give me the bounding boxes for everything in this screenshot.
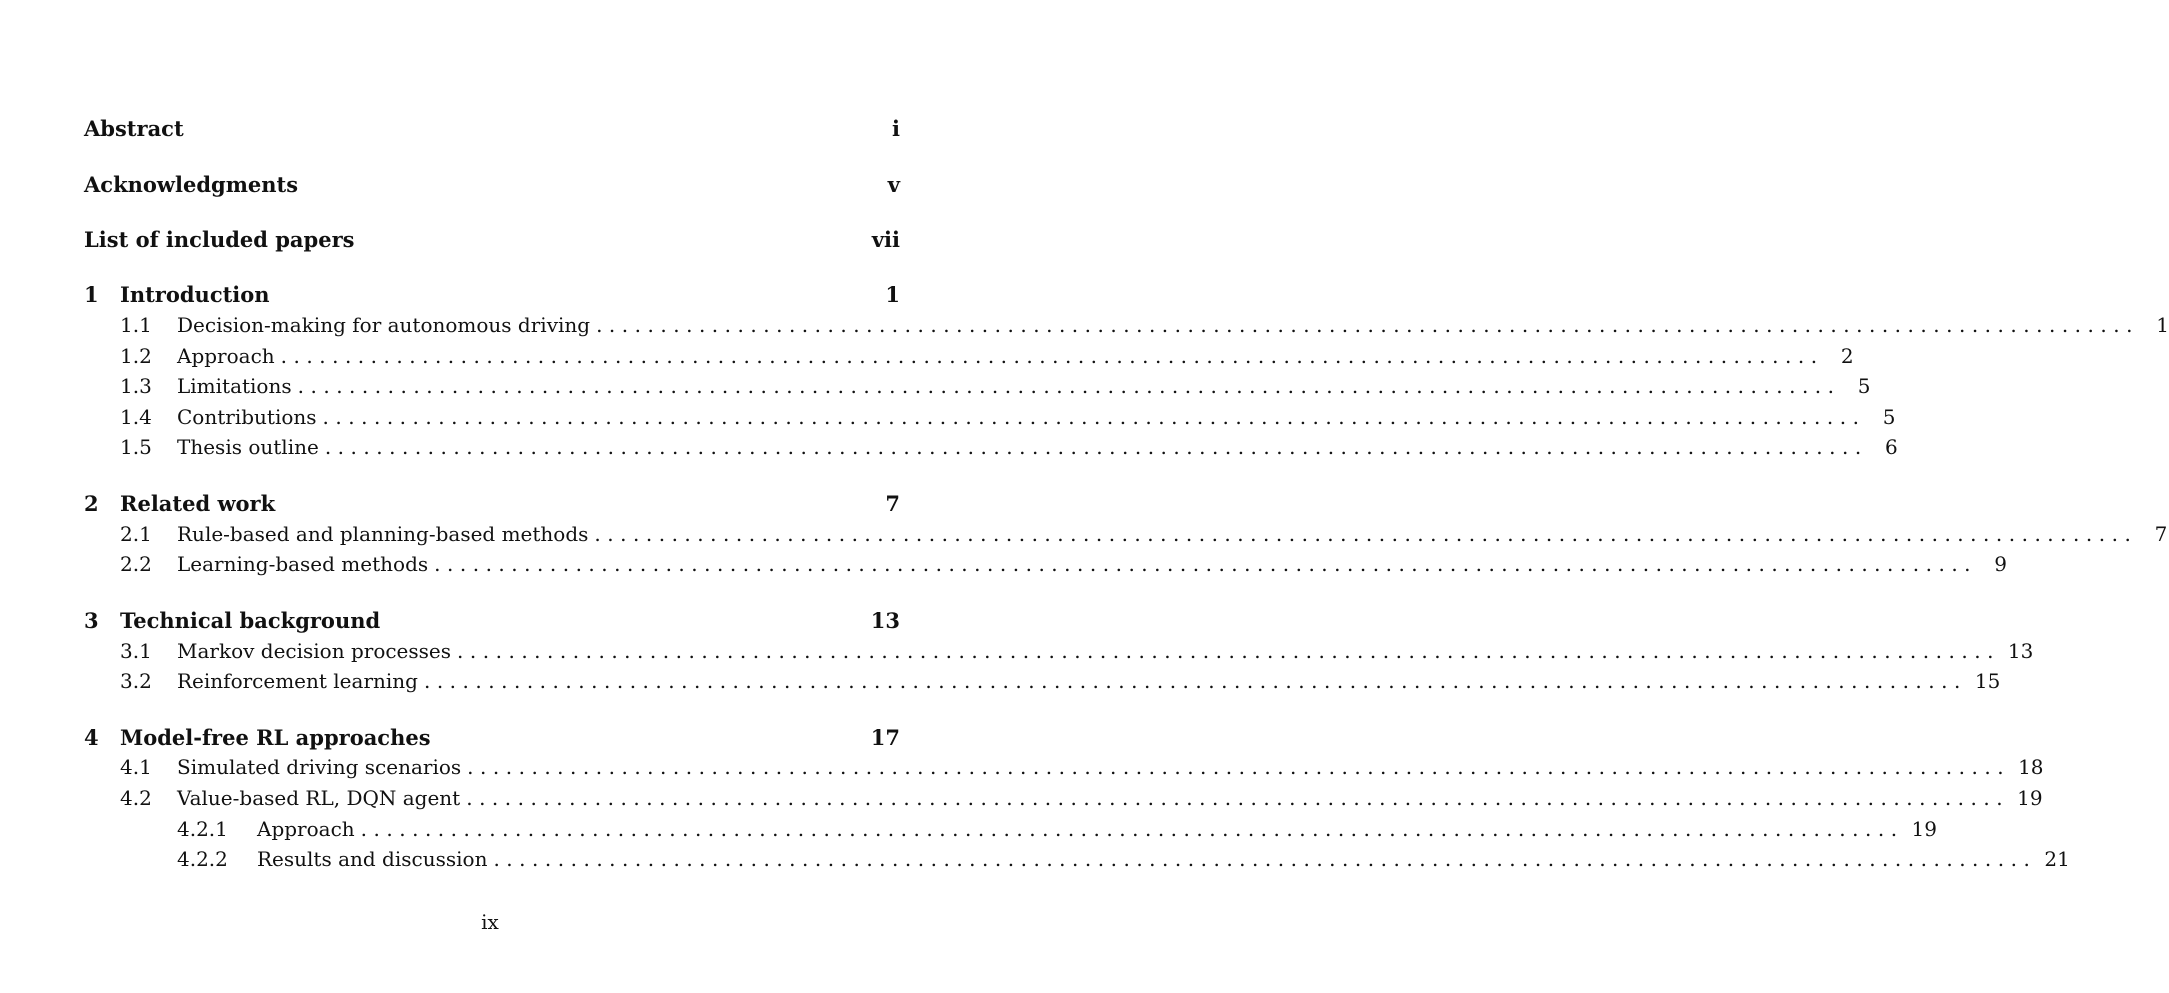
- toc-section-2-2[interactable]: [84, 552, 2008, 576]
- dot-leader: ........................................................................................................................: [434, 552, 1978, 576]
- section-page: 7: [2154, 522, 2168, 546]
- section-page: 15: [1974, 669, 2001, 693]
- dot-leader: ........................................................................................................................: [594, 522, 2138, 546]
- section-page: 19: [2017, 786, 2043, 810]
- toc-section-1-1[interactable]: [84, 313, 2169, 337]
- chapter-page: 1: [885, 282, 900, 307]
- dot-leader: ........................................................................................................................: [322, 405, 1866, 429]
- toc-chapter-2[interactable]: [84, 491, 900, 516]
- toc-entry-page: i: [892, 116, 900, 141]
- chapter-title: Related work: [120, 491, 276, 516]
- dot-leader: ........................................................................................................................: [467, 755, 2011, 779]
- section-title: Limitations: [177, 374, 292, 398]
- dot-leader: ........................................................................................................................: [280, 344, 1824, 368]
- toc-chapter-1[interactable]: [84, 282, 900, 307]
- dot-leader: ........................................................................................................................: [324, 435, 1868, 459]
- toc-section-3-1[interactable]: [84, 639, 2034, 663]
- section-title: Markov decision processes: [177, 639, 452, 663]
- toc-entry-included-papers[interactable]: [84, 227, 900, 252]
- section-number: 4.1: [120, 755, 152, 779]
- section-number: 2.2: [120, 552, 152, 576]
- toc-subsection-4-2-1[interactable]: [84, 817, 1937, 841]
- chapter-title: Technical background: [120, 608, 381, 633]
- table-of-contents: [84, 0, 2169, 993]
- subsection-number: 4.2.2: [177, 847, 228, 871]
- section-number: 3.2: [120, 669, 152, 693]
- section-title: Learning-based methods: [177, 552, 429, 576]
- dot-leader: ........................................................................................................................: [596, 313, 2139, 337]
- dot-leader: ........................................................................................................................: [423, 669, 1967, 693]
- chapter-title: Model-free RL approaches: [120, 725, 431, 750]
- section-title: Thesis outline: [177, 435, 319, 459]
- subsection-title: Approach: [257, 817, 355, 841]
- toc-section-1-3[interactable]: [84, 374, 1871, 398]
- section-page: 13: [2007, 639, 2034, 663]
- section-page: 5: [1882, 405, 1896, 429]
- page-number-footer: ix: [481, 910, 499, 934]
- chapter-page: 17: [870, 725, 900, 750]
- subsection-number: 4.2.1: [177, 817, 228, 841]
- toc-section-4-1[interactable]: [84, 755, 2044, 779]
- subsection-title: Results and discussion: [257, 847, 488, 871]
- toc-section-2-1[interactable]: [84, 522, 2168, 546]
- section-number: 1.4: [120, 405, 152, 429]
- section-title: Simulated driving scenarios: [177, 755, 462, 779]
- toc-section-1-4[interactable]: [84, 405, 1896, 429]
- chapter-page: 13: [870, 608, 900, 633]
- section-number: 1.2: [120, 344, 152, 368]
- section-title: Reinforcement learning: [177, 669, 418, 693]
- dot-leader: ........................................................................................................................: [297, 374, 1841, 398]
- section-number: 1.5: [120, 435, 152, 459]
- dot-leader: ........................................................................................................................: [360, 817, 1904, 841]
- chapter-number: 2: [84, 491, 99, 516]
- toc-entry-abstract[interactable]: [84, 116, 900, 141]
- toc-section-1-5[interactable]: [84, 435, 1898, 459]
- toc-section-3-2[interactable]: [84, 669, 2001, 693]
- toc-chapter-3[interactable]: [84, 608, 900, 633]
- toc-entry-title: List of included papers: [84, 227, 355, 252]
- chapter-number: 1: [84, 282, 99, 307]
- dot-leader: ........................................................................................................................: [493, 847, 2037, 871]
- chapter-page: 7: [885, 491, 900, 516]
- toc-chapter-4[interactable]: [84, 725, 900, 750]
- toc-entry-title: Abstract: [84, 116, 184, 141]
- dot-leader: ........................................................................................................................: [457, 639, 2000, 663]
- section-number: 2.1: [120, 522, 152, 546]
- section-number: 1.1: [120, 313, 152, 337]
- toc-entry-acknowledgments[interactable]: [84, 172, 900, 197]
- subsection-page: 21: [2044, 847, 2070, 871]
- chapter-number: 4: [84, 725, 99, 750]
- section-title: Rule-based and planning-based methods: [177, 522, 589, 546]
- toc-entry-page: vii: [871, 227, 900, 252]
- section-title: Decision-making for autonomous driving: [177, 313, 591, 337]
- section-title: Value-based RL, DQN agent: [177, 786, 461, 810]
- section-number: 3.1: [120, 639, 152, 663]
- toc-section-1-2[interactable]: [84, 344, 1854, 368]
- toc-entry-page: v: [887, 172, 900, 197]
- toc-subsection-4-2-2[interactable]: [84, 847, 2070, 871]
- section-page: 9: [1994, 552, 2008, 576]
- toc-entry-title: Acknowledgments: [84, 172, 299, 197]
- section-page: 2: [1840, 344, 1854, 368]
- dot-leader: ........................................................................................................................: [466, 786, 2010, 810]
- section-title: Approach: [177, 344, 275, 368]
- section-page: 5: [1857, 374, 1871, 398]
- section-page: 6: [1884, 435, 1898, 459]
- section-title: Contributions: [177, 405, 317, 429]
- chapter-title: Introduction: [120, 282, 270, 307]
- section-page: 18: [2018, 755, 2044, 779]
- toc-section-4-2[interactable]: [84, 786, 2043, 810]
- section-number: 1.3: [120, 374, 152, 398]
- section-number: 4.2: [120, 786, 152, 810]
- chapter-number: 3: [84, 608, 99, 633]
- subsection-page: 19: [1911, 817, 1937, 841]
- section-page: 1: [2156, 313, 2169, 337]
